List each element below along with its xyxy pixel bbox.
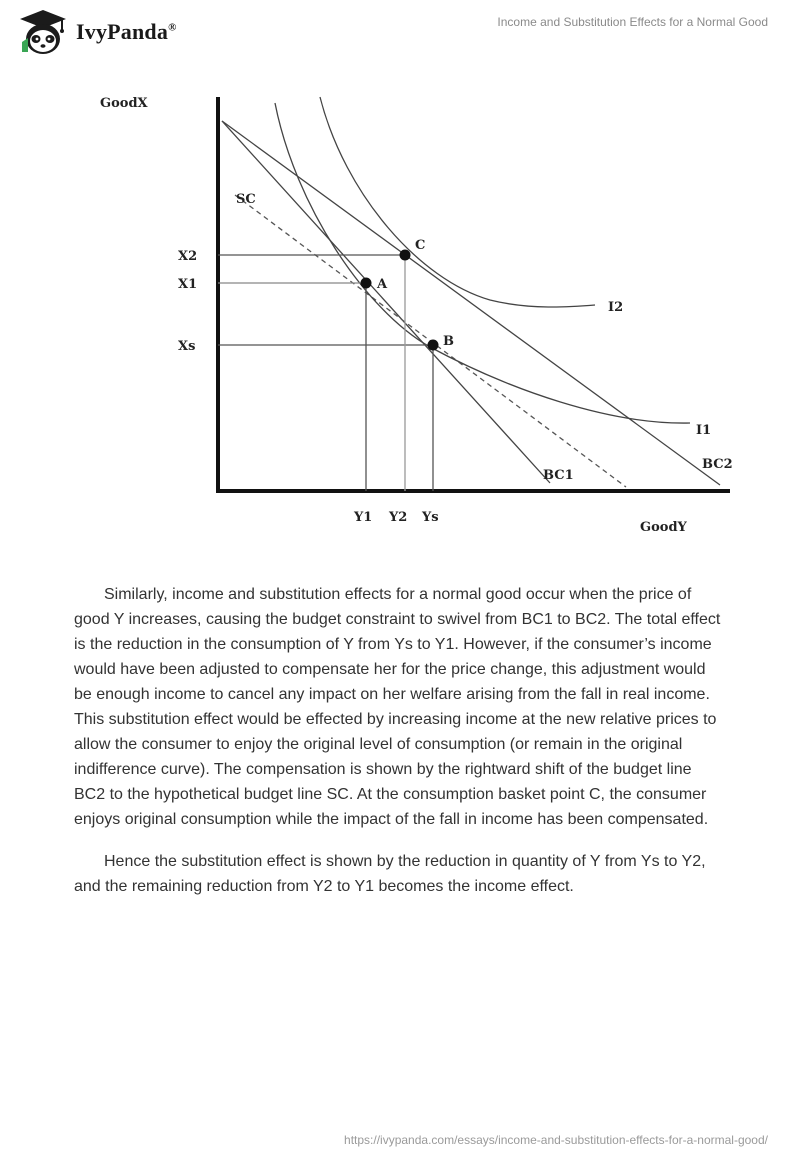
point-a-label: A: [377, 277, 388, 292]
sc-label: SC: [236, 192, 256, 207]
economics-figure: [90, 85, 750, 545]
page-title: Income and Substitution Effects for a Normal Good: [497, 15, 768, 29]
y-axis-label: GoodX: [100, 96, 148, 111]
indifference-chart: [90, 85, 750, 545]
point-c: [400, 250, 411, 261]
point-a: [361, 278, 372, 289]
x-axis-label: GoodY: [640, 520, 687, 535]
i1-curve: [275, 103, 690, 423]
brand-name: IvyPanda®: [76, 19, 177, 44]
paragraph: Similarly, income and substitution effects for a normal good occur when the price of good Y increases, causing the budget constraint to swivel from BC1 to BC2. The total effect is the reduction in the consumption of Y from Ys to Y1. However, if the consumer’s income would have been adjusted to compensate her for the price change, this adjustment would be enough income to cancel any impact on her welfare arising from the fall in real income. This substitution effect would be effected by increasing income at the new relative prices to allow the consumer to enjoy the original level of consumption (or remain in the original indifference curve). The compensation is shown by the rightward shift of the budget line BC2 to the hypothetical budget line SC. At the consumption basket point C, the consumer enjoys original consumption while the impact of the fall in income has been compensated.: [74, 586, 721, 828]
y-tick-x1: X1: [178, 277, 198, 292]
y-tick-x2: X2: [178, 249, 198, 264]
x-tick-y2: Y2: [389, 510, 408, 525]
point-c-label: C: [415, 238, 426, 253]
essay-body: [74, 582, 726, 916]
x-tick-ys: Ys: [422, 510, 439, 525]
bc2-label: BC2: [702, 457, 733, 472]
brand-logo[interactable]: [16, 8, 177, 56]
panda-logo-icon: [16, 8, 70, 56]
bc1-label: BC1: [543, 468, 574, 483]
point-b-label: B: [443, 334, 454, 349]
i2-label: I2: [608, 300, 624, 315]
paragraph: Hence the substitution effect is shown by the reduction in quantity of Y from Ys to Y2, and the remaining reduction from Y2 to Y1 becomes the income effect.: [74, 853, 706, 895]
point-b: [428, 340, 439, 351]
x-tick-y1: Y1: [354, 510, 373, 525]
y-tick-xs: Xs: [178, 339, 196, 354]
i1-label: I1: [696, 423, 712, 438]
page-header: [0, 0, 800, 60]
source-url[interactable]: https://ivypanda.com/essays/income-and-substitution-effects-for-a-normal-good/: [344, 1133, 768, 1147]
